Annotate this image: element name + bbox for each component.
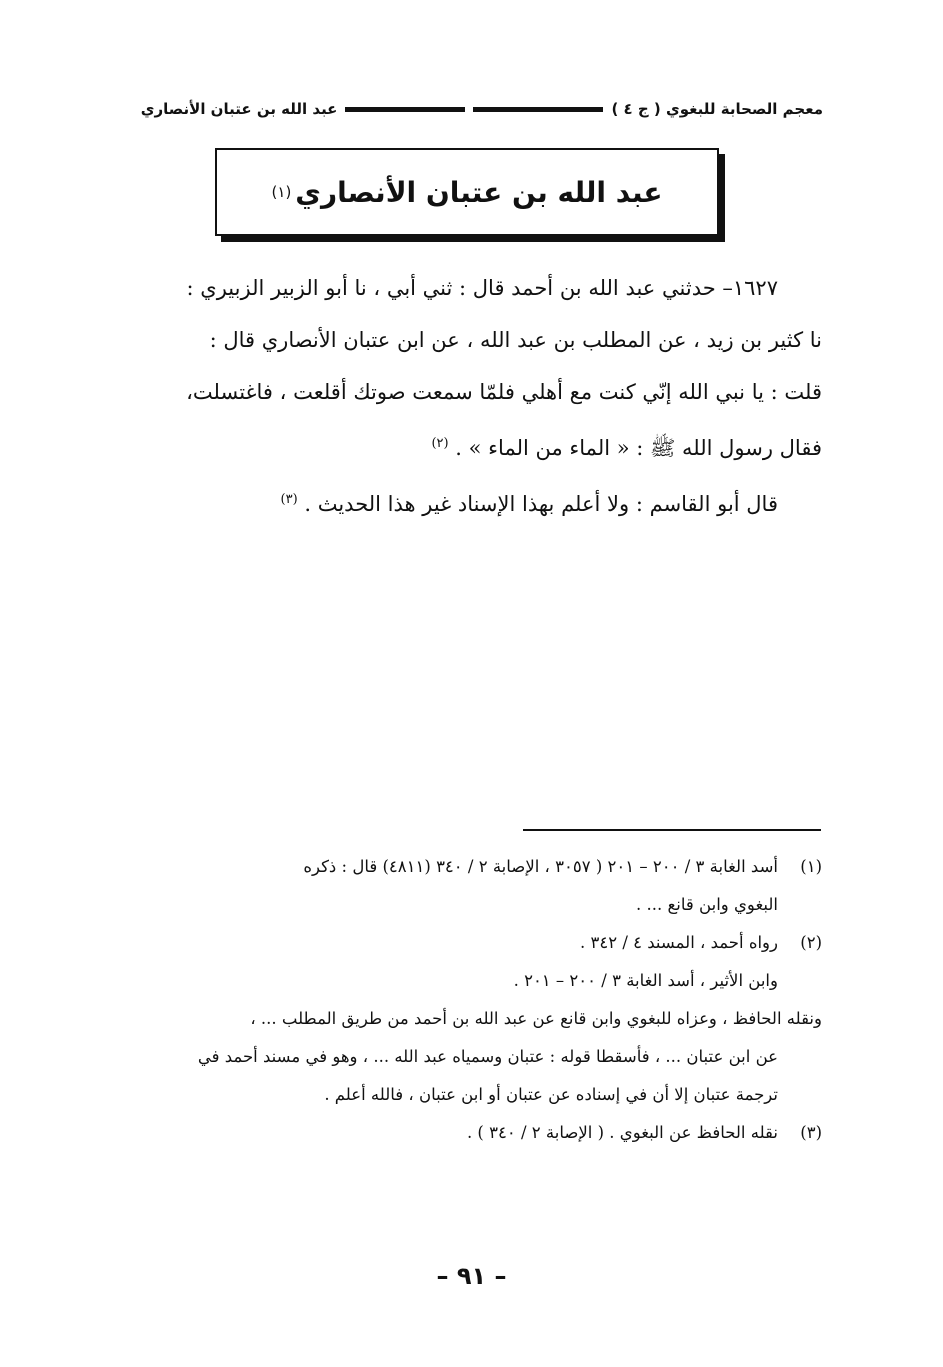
hadith-line-3: قلت : يا نبي الله إنّي كنت مع أهلي فلمّا سمعت صوتك أقلعت ، فاغتسلت، — [186, 380, 822, 404]
footnote-2-line-3: ونقله الحافظ ، وعزاه للبغوي وابن قانع عن عبد الله بن أحمد من طريق المطلب ... ، — [250, 1009, 822, 1028]
hadith-text — [110, 262, 822, 530]
footnote-1-line-2: البغوي وابن قانع ... . — [636, 895, 778, 914]
hadith-line-2: نا كثير بن زيد ، عن المطلب بن عبد الله ، عن ابن عتبان الأنصاري قال : — [209, 328, 822, 352]
running-header — [120, 96, 823, 122]
footnotes — [110, 848, 822, 1152]
footnote-2 — [110, 924, 822, 962]
footnote-1 — [110, 848, 822, 886]
hadith-line-1: ١٦٢٧– حدثني عبد الله بن أحمد قال : ثني أبي ، نا أبو الزبير الزبيري : — [186, 276, 778, 300]
footnote-1-line-1: أسد الغابة ٣ / ٢٠٠ – ٢٠١ ( ٣٠٥٧ ، الإصابة ٢ / ٣٤٠ (٤٨١١) قال : ذكره — [303, 857, 778, 876]
hadith-line-4-text: فقال رسول الله ﷺ : « الماء من الماء » . — [455, 436, 822, 460]
footnote-separator — [523, 829, 821, 831]
footnote-3-line-1: نقله الحافظ عن البغوي . ( الإصابة ٢ / ٣٤٠ ) . — [466, 1123, 778, 1142]
footnote-2-number: (٢) — [800, 933, 822, 952]
footnote-2-line-5: ترجمة عتبان إلا أن في إسناده عن عتبان أو ابن عتبان ، فالله أعلم . — [324, 1085, 778, 1104]
footnote-2-line-1: رواه أحمد ، المسند ٤ / ٣٤٢ . — [580, 933, 778, 952]
closing-note-ref-3: (٣) — [280, 492, 298, 507]
hadith-line-4 — [110, 418, 822, 474]
header-rule-right — [473, 107, 603, 112]
footnote-1-number: (١) — [800, 857, 822, 876]
entry-title-box — [215, 148, 719, 236]
page-number: – ٩١ – — [436, 1262, 507, 1290]
footnote-3 — [110, 1114, 822, 1152]
footnote-3-number: (٣) — [800, 1123, 822, 1142]
closing-remark-text: قال أبو القاسم : ولا أعلم بهذا الإسناد غير هذا الحديث . — [304, 492, 778, 516]
header-rule-left — [345, 107, 465, 112]
header-book-title: معجم الصحابة للبغوي ( ج ٤ ) — [611, 100, 823, 118]
footnote-2-line-2: وابن الأثير ، أسد الغابة ٣ / ٢٠٠ – ٢٠١ . — [513, 971, 778, 990]
hadith-note-ref-2: (٢) — [431, 436, 449, 451]
entry-title: عبد الله بن عتبان الأنصاري — [295, 175, 663, 209]
footnote-2-line-4: عن ابن عتبان ... ، فأسقطا قوله : عتبان وسمياه عبد الله ... ، وهو في مسند أحمد في — [197, 1047, 778, 1066]
header-entry-name: عبد الله بن عتبان الأنصاري — [140, 100, 338, 118]
entry-title-note-ref: (١) — [271, 183, 292, 201]
closing-remark — [110, 474, 822, 530]
